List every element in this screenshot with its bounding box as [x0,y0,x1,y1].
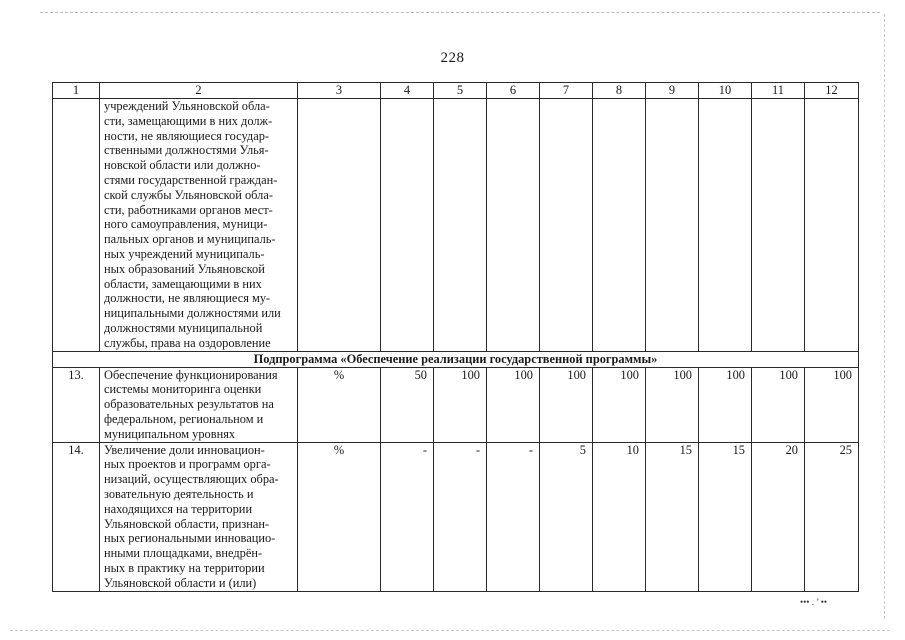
header-cell: 2 [100,83,298,99]
empty-cell [487,99,540,352]
value-cell: 20 [752,442,805,591]
header-cell: 9 [646,83,699,99]
description-line: ных региональными инновацио- [104,531,276,546]
description-line: Увеличение доли инновацион- [104,442,265,457]
scan-edge-bottom [10,630,890,631]
description-line: ской службы Ульяновской обла- [104,187,273,202]
description-line: ного самоуправления, муници- [104,217,268,232]
row-description [100,442,298,591]
description-line: должностями муниципальной [104,320,263,335]
description-line: образовательных результатов на [104,397,274,412]
indicators-table [52,82,859,592]
value-cell: 100 [487,367,540,442]
value-cell: 100 [699,367,752,442]
value-cell: 100 [646,367,699,442]
value-cell: 100 [752,367,805,442]
description-line: пальных органов и муниципаль- [104,232,276,247]
value-cell: 100 [540,367,593,442]
value-cell: 100 [593,367,646,442]
header-row [53,83,859,99]
value-cell: 5 [540,442,593,591]
scan-edge-right [884,14,885,619]
description-line: муниципальном уровнях [104,426,236,441]
header-cell: 12 [805,83,859,99]
description-line: системы мониторинга оценки [104,382,262,397]
empty-cell [434,99,487,352]
description-line: ниципальными должностями или [104,306,281,321]
unit-cell: % [298,442,381,591]
empty-cell [593,99,646,352]
empty-cell [646,99,699,352]
header-cell: 10 [699,83,752,99]
value-cell: 50 [381,367,434,442]
description-line: Ульяновской области, признан- [104,516,270,531]
value-cell: 100 [805,367,859,442]
description-line: находящихся на территории [104,501,253,516]
value-cell: 100 [434,367,487,442]
value-cell: - [434,442,487,591]
value-cell: 25 [805,442,859,591]
value-cell: - [487,442,540,591]
description-line: федеральном, региональном и [104,411,264,426]
row-description [100,99,298,352]
row-description [100,367,298,442]
header-cell: 7 [540,83,593,99]
description-line: ственными должностями Улья- [104,143,269,158]
description-line: нными площадками, внедрён- [104,546,263,561]
header-cell: 11 [752,83,805,99]
unit-cell: % [298,367,381,442]
description-line: Ульяновской области и (или) [104,575,257,590]
scan-edge-top [40,12,880,13]
value-cell: 15 [699,442,752,591]
table-row [53,442,859,591]
header-cell: 1 [53,83,100,99]
empty-cell [752,99,805,352]
header-cell: 3 [298,83,381,99]
value-cell: - [381,442,434,591]
description-line: сти, работниками органов мест- [104,202,273,217]
description-line: новской области или должно- [104,158,261,173]
scan-mark: ••• . ’ •• [800,597,828,607]
value-cell: 10 [593,442,646,591]
empty-cell [805,99,859,352]
description-line: ных учреждений муниципаль- [104,246,265,261]
row-index: 13. [53,367,100,442]
description-line: службы, права на оздоровление [104,335,271,350]
value-cell: 15 [646,442,699,591]
table-row [53,367,859,442]
row-index: 14. [53,442,100,591]
empty-cell [298,99,381,352]
section-row [53,351,859,367]
empty-cell [699,99,752,352]
description-line: ных в практику на территории [104,560,265,575]
header-cell: 6 [487,83,540,99]
empty-cell [381,99,434,352]
description-line: сти, замещающими в них долж- [104,113,273,128]
header-cell: 4 [381,83,434,99]
description-line: учреждений Ульяновской обла- [104,99,270,113]
description-line: стями государственной граждан- [104,172,278,187]
description-line: Обеспечение функционирования [104,367,278,382]
empty-cell [540,99,593,352]
description-line: должности, не являющиеся му- [104,291,271,306]
description-line: ных образований Ульяновской [104,261,265,276]
description-line: ности, не являющиеся государ- [104,128,270,143]
description-line: ных проектов и программ орга- [104,457,271,472]
description-line: низаций, осуществляющих обра- [104,472,279,487]
header-cell: 8 [593,83,646,99]
subprogram-title: Подпрограмма «Обеспечение реализации государственной программы» [53,351,859,367]
continuation-row [53,99,859,352]
description-line: области, замещающими в них [104,276,262,291]
page-number: 228 [440,50,465,66]
description-line: зовательную деятельность и [104,486,254,501]
header-cell: 5 [434,83,487,99]
row-index [53,99,100,352]
